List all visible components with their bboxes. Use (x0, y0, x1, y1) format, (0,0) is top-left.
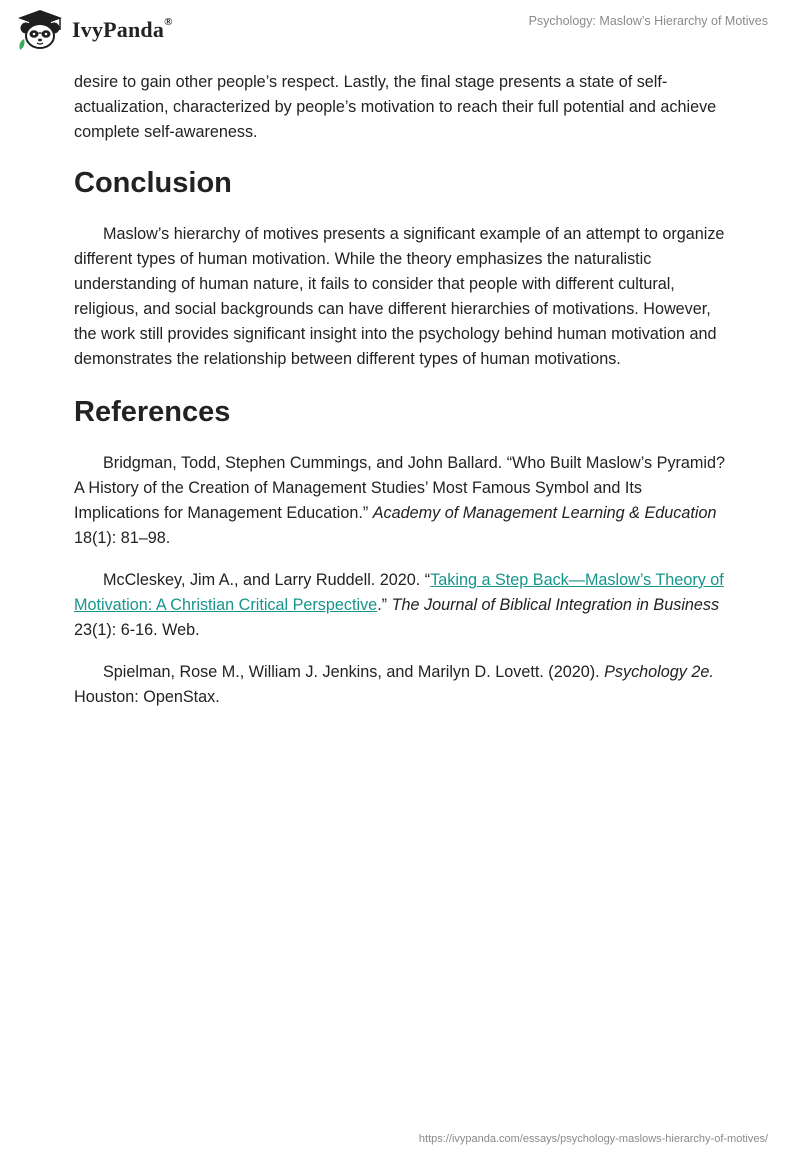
reference-journal: The Journal of Biblical Integration in Business (391, 596, 720, 614)
reference-link[interactable]: Taking a Step Back—Maslow’s Theory of Motivation: A Christian Critical Perspective (74, 571, 724, 614)
ivypanda-logo[interactable] (14, 8, 173, 52)
intro-paragraph: desire to gain other people’s respect. Lastly, the final stage presents a state of self-actualization, characterized by people’s motivation to reach their full potential and achieve complete self-awareness. (74, 73, 717, 141)
footer-url[interactable]: https://ivypanda.com/essays/psychology-maslows-hierarchy-of-motives/ (418, 1133, 768, 1145)
reference-details: 23(1): 6-16. Web. (74, 621, 200, 639)
references-heading: References (74, 396, 231, 428)
conclusion-paragraph: Maslow’s hierarchy of motives presents a significant example of an attempt to organize different types of human motivation. While the theory emphasizes the naturalistic understanding of human nature, it fails to consider that people with different cultural, religious, and social backgrounds can have different hierarchies of motivations. However, the work still provides significant insight into the psychology behind human motivation and demonstrates the relationship between different types of human motivations. (74, 225, 725, 368)
reference-book-title: Psychology 2e. (604, 663, 714, 681)
logo-wordmark: IvyPanda® (72, 15, 173, 42)
essay-body (74, 70, 730, 727)
reference-item-mccleskey (74, 568, 730, 643)
reference-journal: Academy of Management Learning & Education (372, 504, 717, 522)
reference-details: 18(1): 81–98. (74, 529, 171, 547)
reference-punctuation: .” (377, 596, 392, 614)
reference-item-spielman (74, 660, 730, 710)
reference-authors: Spielman, Rose M., William J. Jenkins, and Marilyn D. Lovett. (2020). (103, 663, 605, 681)
reference-details: Houston: OpenStax. (74, 688, 220, 706)
panda-graduate-icon (14, 8, 66, 52)
conclusion-heading: Conclusion (74, 167, 232, 199)
running-title: Psychology: Maslow’s Hierarchy of Motives (528, 14, 768, 28)
page-header (0, 0, 800, 70)
reference-item-bridgman (74, 451, 730, 551)
reference-authors: McCleskey, Jim A., and Larry Ruddell. 2020. “ (103, 571, 431, 589)
reference-authors: Bridgman, Todd, Stephen Cummings, and John Ballard. “Who Built Maslow’s Pyramid? A History of the Creation of Management Studies’ Most Famous Symbol and Its Implications for Management Education.” (74, 454, 726, 522)
